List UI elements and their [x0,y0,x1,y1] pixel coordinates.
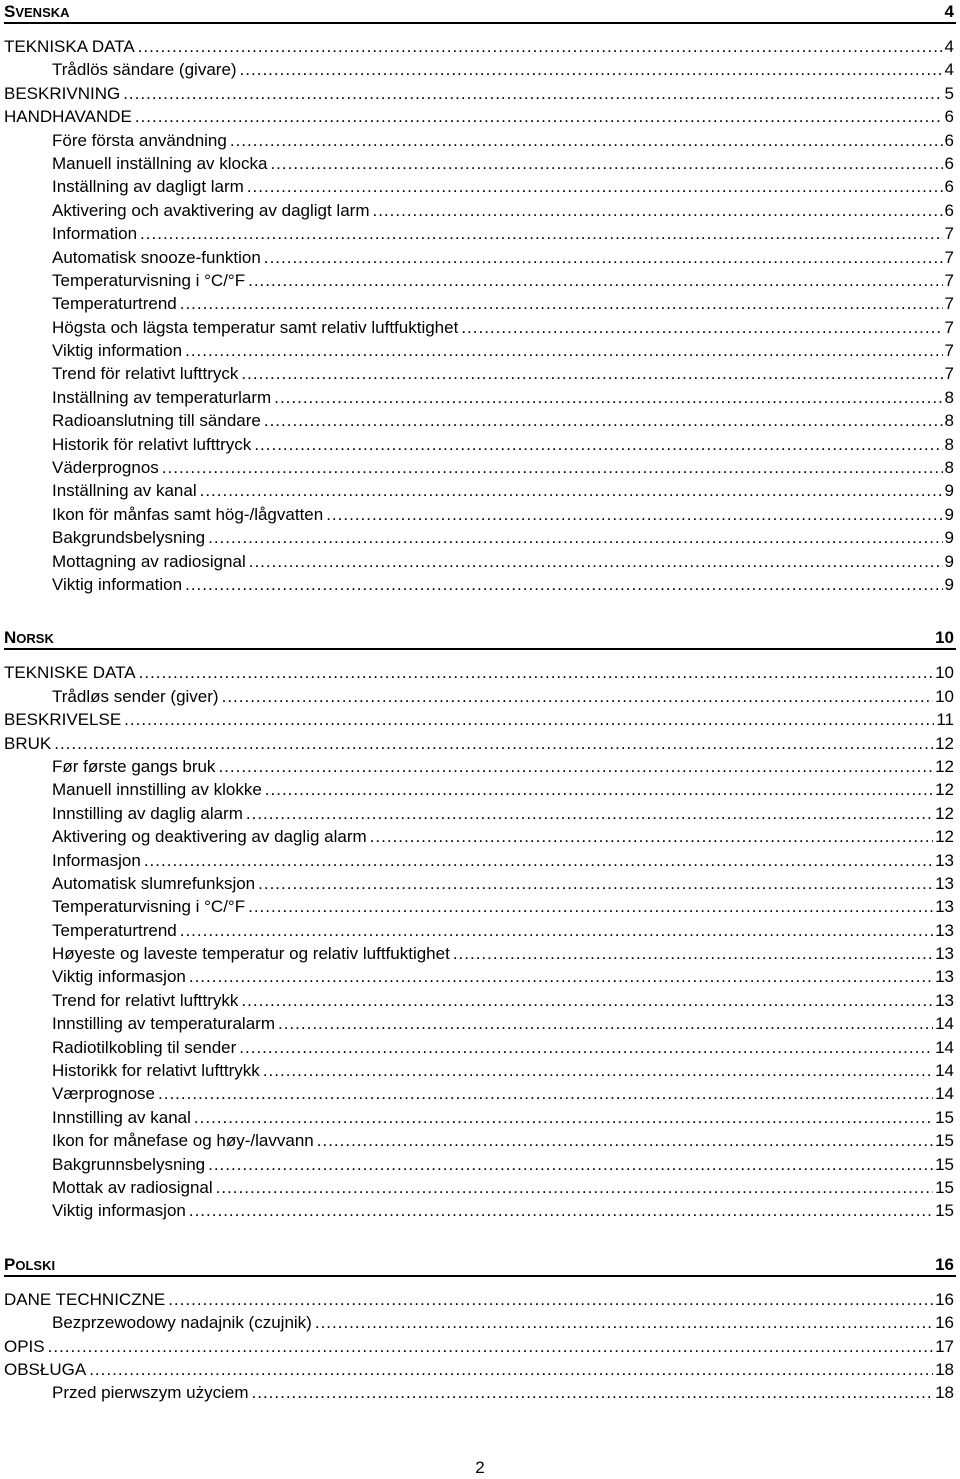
toc-entry[interactable] [4,1358,956,1381]
toc-entry-page: 10 [935,686,954,706]
dot-leader [139,661,933,684]
toc-entry[interactable] [4,661,956,684]
toc-entry-title: Trend for relativt lufttrykk [52,990,239,1010]
toc-entry-page: 14 [935,1061,954,1081]
dot-leader [200,479,943,502]
dot-leader [247,175,943,198]
toc-section [4,626,956,1222]
toc-entry-page: 15 [935,1201,954,1221]
toc-entry-title: Automatisk snooze-funktion [52,247,261,267]
toc-entry-title: DANE TECHNICZNE [4,1289,166,1309]
toc-entry-title: Aktivering og deaktivering av daglig alarm [52,827,367,847]
toc-entry-page: 9 [944,551,954,571]
toc-entry[interactable] [4,685,956,708]
toc-entry[interactable] [4,222,956,245]
dot-leader [274,386,942,409]
toc-entry-title: TEKNISKE DATA [4,663,136,683]
toc-entry[interactable] [4,503,956,526]
dot-leader [54,732,933,755]
dot-leader [278,1012,933,1035]
dot-leader [372,199,942,222]
dot-leader [252,1381,934,1404]
dot-leader [453,942,933,965]
section-header[interactable] [4,0,956,24]
toc-entry[interactable] [4,433,956,456]
dot-leader [124,708,934,731]
toc-entry-page: 8 [944,434,954,454]
dot-leader [315,1311,933,1334]
section-title-initial: N [4,628,17,648]
toc-section [4,0,956,596]
toc-entry-page: 13 [935,944,954,964]
dot-leader [180,919,933,942]
toc-entry[interactable] [4,526,956,549]
toc-entry-page: 4 [944,60,954,80]
toc-entry-title: Innstilling av daglig alarm [52,803,243,823]
toc-entry-title: Radiotilkobling til sender [52,1037,237,1057]
toc-entry-title: Manuell innstilling av klokke [52,780,262,800]
toc-entry[interactable] [4,35,956,58]
toc-entry-title: Trådløs sender (giver) [52,686,219,706]
toc-entry[interactable] [4,573,956,596]
dot-leader [317,1129,933,1152]
toc-entry[interactable] [4,58,956,81]
toc-entry-title: Przed pierwszym użyciem [52,1383,249,1403]
toc-entry[interactable] [4,152,956,175]
toc-entry-page: 12 [935,756,954,776]
toc-entry-page: 7 [944,294,954,314]
dot-leader [189,965,933,988]
toc-entry-title: Aktivering och avaktivering av dagligt larm [52,200,370,220]
toc-entry-page: 17 [935,1336,954,1356]
dot-leader [241,989,933,1012]
toc-entry-list [4,661,956,1222]
toc-entry[interactable] [4,825,956,848]
toc-entry-title: Högsta och lägsta temperatur samt relativ luftfuktighet [52,317,459,337]
toc-entry-title: Inställning av temperaturlarm [52,387,272,407]
dot-leader [239,1036,933,1059]
toc-entry-page: 6 [944,153,954,173]
toc-entry-page: 7 [944,317,954,337]
toc-entry-page: 6 [944,200,954,220]
toc-entry[interactable] [4,895,956,918]
toc-entry-title: Information [52,224,138,244]
toc-entry[interactable] [4,1036,956,1059]
toc-entry-page: 7 [944,224,954,244]
section-page-number: 4 [944,2,954,21]
dot-leader [248,269,942,292]
dot-leader [140,222,942,245]
toc-entry-title: Temperaturvisning i °C/°F [52,897,246,917]
dot-leader [370,825,933,848]
toc-entry-title: OBSŁUGA [4,1359,87,1379]
toc-entry[interactable] [4,292,956,315]
dot-leader [263,1059,933,1082]
toc-section [4,1253,956,1405]
toc-entry-page: 15 [935,1107,954,1127]
toc-entry-page: 13 [935,967,954,987]
toc-entry[interactable] [4,965,956,988]
toc-entry-title: Ikon för månfas samt hög-/lågvatten [52,504,324,524]
toc-entry[interactable] [4,802,956,825]
toc-entry[interactable] [4,1288,956,1311]
toc-entry-page: 7 [944,270,954,290]
toc-entry[interactable] [4,550,956,573]
toc-entry[interactable] [4,1129,956,1152]
toc-entry-page: 14 [935,1014,954,1034]
section-page-number: 16 [935,1254,954,1274]
toc-entry[interactable] [4,1082,956,1105]
toc-entry[interactable] [4,362,956,385]
section-title-rest: ORSK [16,631,54,647]
toc-entry[interactable] [4,1153,956,1176]
toc-entry-title: Værprognose [52,1084,156,1104]
toc-entry-page: 7 [944,364,954,384]
toc-entry-title: Før første gangs bruk [52,756,216,776]
toc-entry[interactable] [4,942,956,965]
dot-leader [461,316,942,339]
toc-entry-page: 6 [944,107,954,127]
toc-entry[interactable] [4,82,956,105]
toc-entry-title: Inställning av kanal [52,481,197,501]
toc-entry-title: Bakgrundsbelysning [52,528,206,548]
toc-entry-page: 11 [936,710,954,730]
toc-entry-title: Viktig informasjon [52,967,186,987]
toc-entry-title: Trend för relativt lufttryck [52,364,239,384]
dot-leader [326,503,942,526]
dot-leader [135,105,943,128]
toc-entry-page: 12 [935,733,954,753]
toc-entry-page: 7 [944,341,954,361]
toc-entry-title: Temperaturtrend [52,920,177,940]
toc-entry-title: Automatisk slumrefunksjon [52,873,256,893]
section-header[interactable] [4,626,956,650]
dot-leader [254,433,942,456]
dot-leader [240,58,943,81]
toc-entry[interactable] [4,456,956,479]
dot-leader [194,1106,933,1129]
toc-entry-page: 13 [935,920,954,940]
toc-entry-page: 9 [944,574,954,594]
dot-leader [258,872,933,895]
dot-leader [216,1176,933,1199]
toc-entry-page: 10 [935,663,954,683]
dot-leader [144,849,933,872]
dot-leader [265,778,933,801]
toc-entry-title: OPIS [4,1336,45,1356]
toc-entry[interactable] [4,1335,956,1358]
toc-entry[interactable] [4,872,956,895]
section-header[interactable] [4,1253,956,1277]
toc-entry-title: Informasjon [52,850,141,870]
dot-leader [48,1335,933,1358]
toc-entry-title: Innstilling av kanal [52,1107,191,1127]
toc-entry-title: Viktig informasjon [52,1201,186,1221]
dot-leader [246,802,933,825]
toc-entry[interactable] [4,1381,956,1404]
toc-entry[interactable] [4,339,956,362]
toc-entry-list [4,1288,956,1405]
toc-entry-title: Historikk for relativt lufttrykk [52,1061,260,1081]
section-title-initial: S [4,2,16,21]
toc-entry-page: 14 [935,1084,954,1104]
toc-entry[interactable] [4,269,956,292]
dot-leader [185,573,942,596]
toc-entry-page: 9 [944,528,954,548]
toc-entry-page: 14 [935,1037,954,1057]
dot-leader [189,1199,933,1222]
toc-entry-page: 15 [935,1131,954,1151]
toc-entry-title: Viktig information [52,574,183,594]
toc-entry-title: Viktig information [52,341,183,361]
section-title [4,2,70,22]
toc-entry-title: Mottagning av radiosignal [52,551,246,571]
toc-entry-page: 13 [935,897,954,917]
toc-entry[interactable] [4,1199,956,1222]
section-title-rest: VENSKA [15,5,70,20]
toc-entry-title: HANDHAVANDE [4,107,132,127]
toc-entry-page: 12 [935,803,954,823]
toc-entry-page: 6 [944,130,954,150]
dot-leader [230,129,943,152]
toc-entry[interactable] [4,755,956,778]
dot-leader [208,1153,933,1176]
toc-entry-page: 9 [944,481,954,501]
dot-leader [248,895,933,918]
dot-leader [138,35,943,58]
dot-leader [218,755,933,778]
toc-entry-title: Bakgrunnsbelysning [52,1154,206,1174]
toc-entry-page: 5 [944,83,954,103]
toc-entry-title: Inställning av dagligt larm [52,177,244,197]
section-title [4,1255,55,1275]
toc-entry-title: Manuell inställning av klocka [52,153,268,173]
toc-entry-title: Radioanslutning till sändare [52,411,261,431]
toc-entry-page: 18 [935,1383,954,1403]
toc-entry-page: 15 [935,1154,954,1174]
toc-entry-title: Trådlös sändare (givare) [52,60,237,80]
dot-leader [270,152,942,175]
toc-entry[interactable] [4,316,956,339]
toc-entry[interactable] [4,708,956,731]
toc-entry[interactable] [4,409,956,432]
toc-entry-page: 6 [944,177,954,197]
toc-entry-page: 9 [944,504,954,524]
dot-leader [241,362,942,385]
toc-entry-title: TEKNISKA DATA [4,37,135,56]
toc-entry[interactable] [4,1059,956,1082]
toc-entry-title: Före första användning [52,130,227,150]
toc-entry[interactable] [4,129,956,152]
toc-entry-title: BESKRIVNING [4,83,121,103]
toc-entry-page: 13 [935,873,954,893]
toc-entry-title: Ikon for månefase og høy-/lavvann [52,1131,314,1151]
section-title-rest: OLSKI [15,1257,56,1273]
toc-entry[interactable] [4,105,956,128]
dot-leader [185,339,942,362]
toc-entry-title: Høyeste og laveste temperatur og relativ luftfuktighet [52,944,450,964]
toc-entry-title: Temperaturtrend [52,294,177,314]
toc-entry-page: 16 [935,1289,954,1309]
toc-entry[interactable] [4,732,956,755]
dot-leader [222,685,933,708]
toc-entry[interactable] [4,246,956,269]
toc-entry-page: 15 [935,1177,954,1197]
toc-entry[interactable] [4,849,956,872]
toc-entry[interactable] [4,1176,956,1199]
dot-leader [180,292,943,315]
toc-entry-page: 7 [944,247,954,267]
dot-leader [168,1288,933,1311]
toc-entry-page: 13 [935,990,954,1010]
dot-leader [89,1358,933,1381]
toc-entry[interactable] [4,989,956,1012]
toc-entry-page: 12 [935,827,954,847]
toc-entry-page: 8 [944,411,954,431]
toc-entry[interactable] [4,386,956,409]
toc-entry-page: 16 [935,1313,954,1333]
dot-leader [249,550,943,573]
toc-entry[interactable] [4,1012,956,1035]
dot-leader [123,82,942,105]
dot-leader [264,409,943,432]
toc-entry-page: 4 [944,37,954,56]
toc-entry-title: Bezprzewodowy nadajnik (czujnik) [52,1313,312,1333]
toc-entry-list [4,35,956,596]
toc-entry-title: Mottak av radiosignal [52,1177,213,1197]
toc-entry-page: 18 [935,1359,954,1379]
toc-entry-title: Väderprognos [52,458,159,478]
toc-entry[interactable] [4,175,956,198]
section-title-initial: P [4,1254,16,1274]
dot-leader [162,456,943,479]
toc-entry[interactable] [4,199,956,222]
toc-entry[interactable] [4,778,956,801]
dot-leader [264,246,943,269]
toc-entry[interactable] [4,1106,956,1129]
page-number: 2 [475,1458,485,1477]
toc-entry[interactable] [4,479,956,502]
toc-entry[interactable] [4,1311,956,1334]
table-of-contents [4,0,956,1405]
toc-entry-title: Innstilling av temperaturalarm [52,1014,275,1034]
toc-entry-title: BRUK [4,733,52,753]
toc-entry[interactable] [4,919,956,942]
toc-entry-title: Historik för relativt lufttryck [52,434,252,454]
toc-entry-page: 8 [944,458,954,478]
dot-leader [158,1082,933,1105]
toc-entry-title: BESKRIVELSE [4,710,122,730]
toc-entry-page: 13 [935,850,954,870]
toc-entry-page: 8 [944,387,954,407]
dot-leader [208,526,942,549]
section-page-number: 10 [935,628,954,648]
toc-entry-page: 12 [935,780,954,800]
toc-entry-title: Temperaturvisning i °C/°F [52,270,246,290]
section-title [4,628,54,648]
